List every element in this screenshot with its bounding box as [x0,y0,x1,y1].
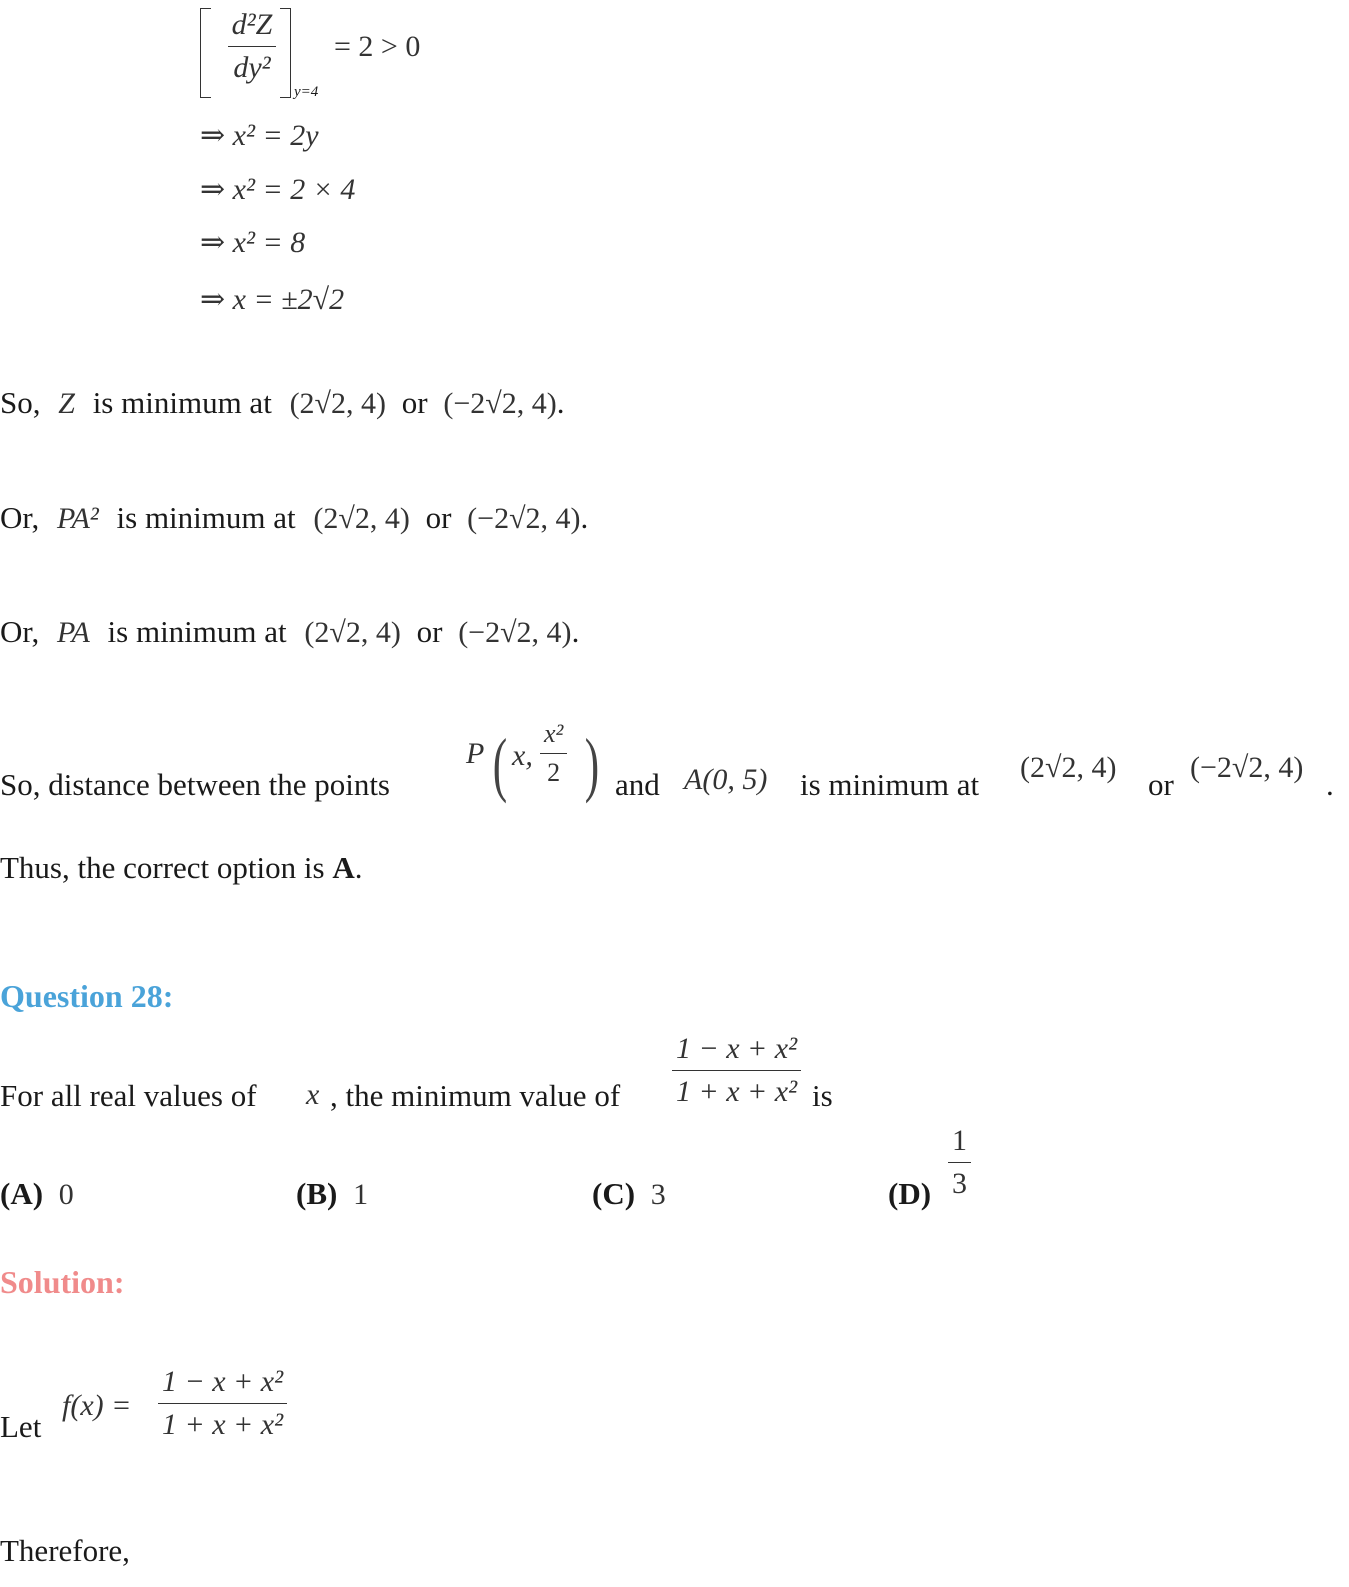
question-heading: Question 28: [0,978,174,1014]
derivation-step-2: ⇒ x² = 2 × 4 [200,173,356,206]
second-derivative-fraction [228,8,277,85]
z-minimum-line: So, Z is minimum at (2√2, 4) or (−2√2, 4). [0,385,565,420]
derivation-step-1: ⇒ x² = 2y [200,119,319,152]
pa-squared-minimum-line: Or, PA² is minimum at (2√2, 4) or (−2√2, 4). [0,500,589,535]
question-fraction: $\frac{\text{1 − x + x²}}{\text{1 + x + x²}}$ [672,1032,801,1109]
option-d-value: $\frac{1}{3}$ [948,1124,971,1201]
option-a: (A) 0 [0,1176,74,1211]
p-coordinate-fraction: $\frac{\text{x²}}{2}$ [540,719,567,788]
derivation-step-3: ⇒ x² = 8 [200,226,306,259]
function-definition: Let f(x) = $\frac{\text{1 − x + x²}}{\text{1 + x + x²}}$ [0,1365,400,1455]
second-derivative-block [200,2,440,102]
conclusion-line: Thus, the correct option is A. [0,850,363,885]
pa-minimum-line: Or, PA is minimum at (2√2, 4) or (−2√2, 4). [0,614,580,649]
option-c: (C) 3 [592,1176,666,1211]
solution-heading: Solution: [0,1264,125,1300]
option-d: (D) [888,1176,932,1211]
function-fraction: $\frac{\text{1 − x + x²}}{\text{1 + x + x²}}$ [158,1365,287,1442]
option-b: (B) 1 [296,1176,369,1211]
derivative-result: = 2 > 0 [334,30,421,63]
derivative-denominator: dy² [233,51,271,84]
left-bracket [200,8,211,98]
therefore-text: Therefore, [0,1533,130,1568]
derivation-step-4: ⇒ x = ±2√2 [200,283,345,316]
correct-answer: A [332,850,355,885]
right-bracket [280,8,291,98]
evaluation-point: y=4 [294,84,319,100]
derivative-numerator: d²Z [231,8,273,41]
question-stem: For all real values of x , the minimum value of $\frac{\text{1 − x + x²}}{\text{1 + x + x²}}$ is [0,1032,833,1113]
